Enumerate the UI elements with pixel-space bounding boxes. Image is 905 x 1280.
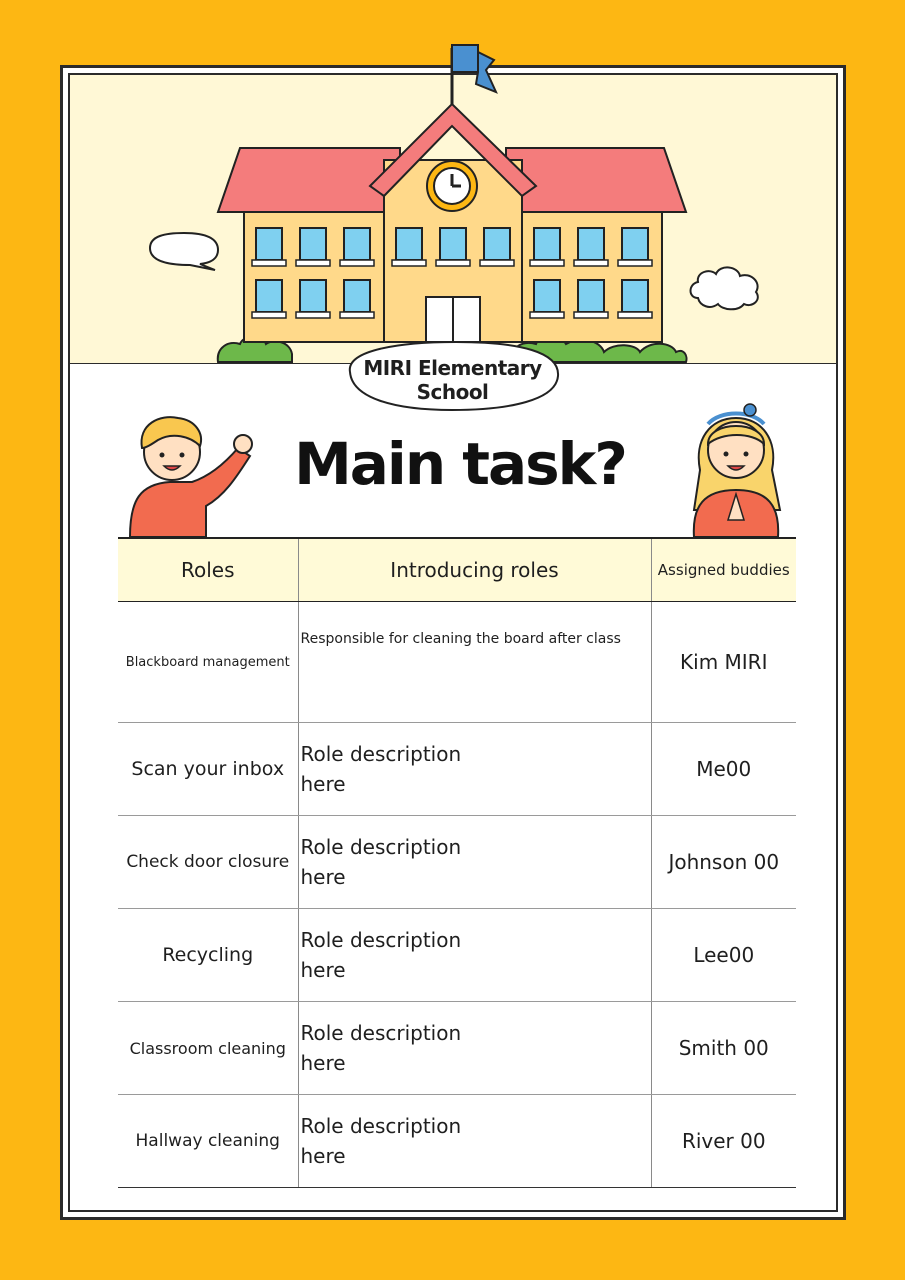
buddy-cell: Lee00 bbox=[651, 909, 796, 1002]
flag-icon bbox=[452, 45, 496, 104]
column-header-roles: Roles bbox=[118, 538, 298, 602]
description-cell bbox=[298, 723, 651, 816]
role-cell: Classroom cleaning bbox=[118, 1002, 298, 1095]
waving-boy-illustration bbox=[130, 417, 252, 537]
buddy-cell: Smith 00 bbox=[651, 1002, 796, 1095]
buddy-cell: Johnson 00 bbox=[651, 816, 796, 909]
girl-illustration bbox=[694, 404, 780, 537]
role-cell: Check door closure bbox=[118, 816, 298, 909]
page-title: Main task? bbox=[294, 430, 626, 498]
buddy-cell: Kim MIRI bbox=[651, 602, 796, 723]
role-cell: Recycling bbox=[118, 909, 298, 1002]
roles-table bbox=[118, 537, 796, 1188]
role-cell: Blackboard management bbox=[118, 602, 298, 723]
school-building-illustration bbox=[218, 104, 686, 342]
table-row bbox=[118, 816, 796, 909]
table-header-row bbox=[118, 538, 796, 602]
description-text: Role description here bbox=[300, 1021, 462, 1075]
role-cell: Scan your inbox bbox=[118, 723, 298, 816]
description-text: Role description here bbox=[300, 928, 462, 982]
description-text: Role description here bbox=[300, 835, 462, 889]
table-row bbox=[118, 1095, 796, 1188]
column-header-introducing-roles: Introducing roles bbox=[298, 538, 651, 602]
buddy-cell: Me00 bbox=[651, 723, 796, 816]
clock-icon bbox=[427, 161, 477, 211]
description-cell bbox=[298, 909, 651, 1002]
description-text: Role description here bbox=[300, 1114, 462, 1168]
description-cell: Responsible for cleaning the board after class bbox=[298, 602, 651, 723]
school-name: MIRI Elementary School bbox=[363, 356, 542, 404]
description-cell bbox=[298, 1095, 651, 1188]
cloud-icon bbox=[691, 267, 758, 309]
table-row bbox=[118, 602, 796, 723]
buddy-cell: River 00 bbox=[651, 1095, 796, 1188]
description-cell bbox=[298, 1002, 651, 1095]
table-row bbox=[118, 1002, 796, 1095]
column-header-assigned-buddies: Assigned buddies bbox=[651, 538, 796, 602]
speech-bubble-icon bbox=[150, 233, 218, 270]
table-row bbox=[118, 909, 796, 1002]
role-cell: Hallway cleaning bbox=[118, 1095, 298, 1188]
table-row bbox=[118, 723, 796, 816]
description-cell bbox=[298, 816, 651, 909]
description-text: Role description here bbox=[300, 742, 462, 796]
